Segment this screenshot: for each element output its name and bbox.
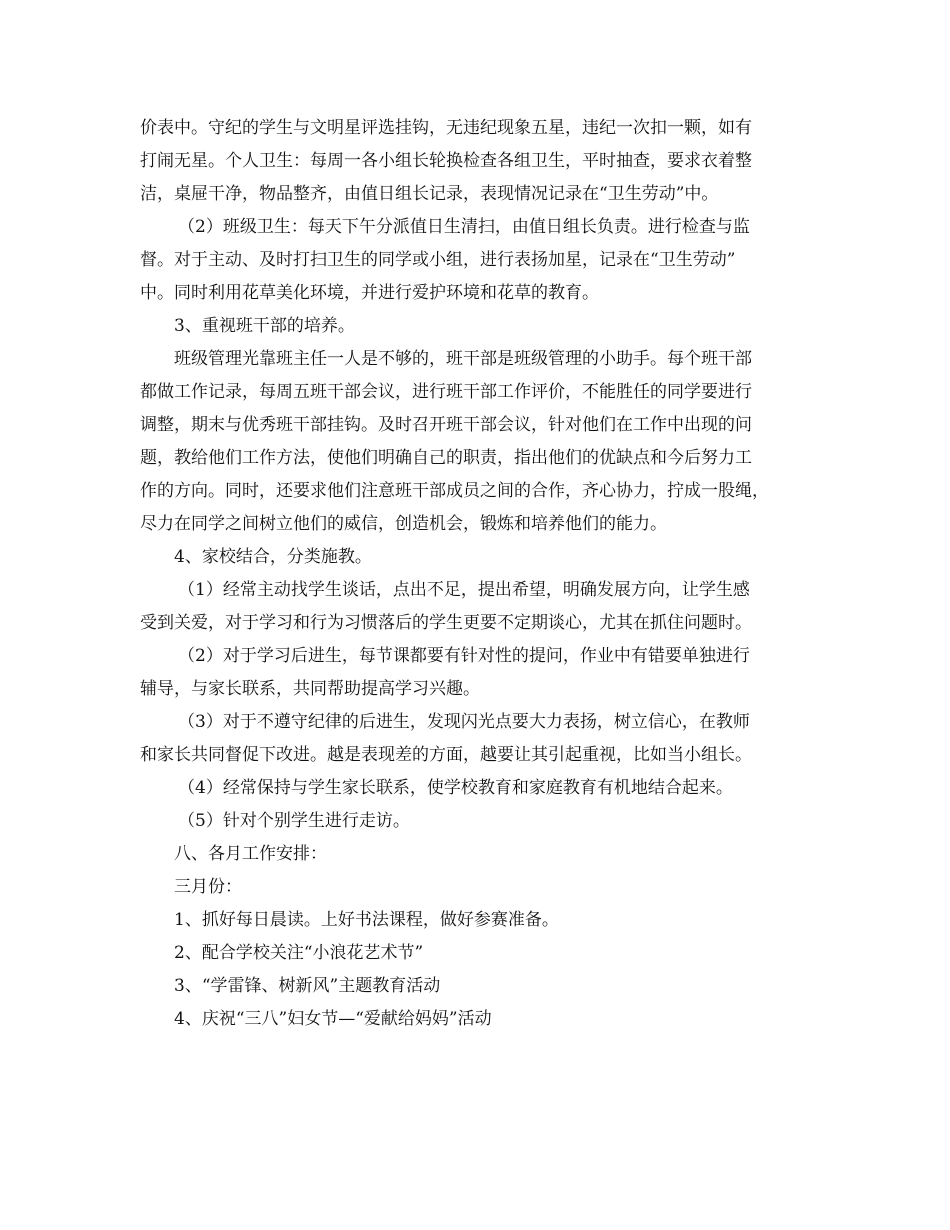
section-heading: 八、各月工作安排： [174,844,327,864]
body-line: （2）对于学习后进生，每节课都要有针对性的提问，作业中有错要单独进行 [178,646,750,666]
list-item: 1、抓好每日晨读。上好书法课程，做好参赛准备。 [174,910,559,930]
body-line: 题，教给他们工作方法，使他们明确自己的职责，指出他们的优缺点和今后努力工 [140,448,752,468]
body-line: 打闹无星。个人卫生：每周一各小组长轮换检查各组卫生，平时抽查，要求衣着整 [140,151,752,171]
body-line: （3）对于不遵守纪律的后进生，发现闪光点要大力表扬，树立信心，在教师 [178,712,750,732]
body-line: 和家长共同督促下改进。越是表现差的方面，越要让其引起重视，比如当小组长。 [140,745,752,765]
list-item: 3、“学雷锋、树新风”主题教育活动 [174,976,441,996]
body-line: 都做工作记录，每周五班干部会议，进行班干部工作评价，不能胜任的同学要进行 [140,382,752,402]
document-body [140,112,820,1036]
body-line: （2）班级卫生：每天下午分派值日生清扫，由值日组长负责。进行检查与监 [178,217,750,237]
body-line: 中。同时利用花草美化环境，并进行爱护环境和花草的教育。 [140,283,599,303]
body-line: 价表中。守纪的学生与文明星评选挂钩，无违纪现象五星，违纪一次扣一颗，如有 [140,118,752,138]
body-line: 调整，期末与优秀班干部挂钩。及时召开班干部会议，针对他们在工作中出现的问 [140,415,752,435]
body-line: （4）经常保持与学生家长联系，使学校教育和家庭教育有机地结合起来。 [178,778,733,798]
section-heading: 3、重视班干部的培养。 [174,316,355,336]
body-line: 作的方向。同时，还要求他们注意班干部成员之间的合作，齐心协力，拧成一股绳， [140,481,769,501]
body-line: 辅导，与家长联系，共同帮助提高学习兴趣。 [140,679,480,699]
body-line: 班级管理光靠班主任一人是不够的，班干部是班级管理的小助手。每个班干部 [174,349,752,369]
body-line: 受到关爱，对于学习和行为习惯落后的学生更要不定期谈心，尤其在抓住问题时。 [140,613,752,633]
body-line: 洁，桌屉干净，物品整齐，由值日组长记录，表现情况记录在“卫生劳动”中。 [140,184,719,204]
body-line: （1）经常主动找学生谈话，点出不足，提出希望，明确发展方向，让学生感 [178,580,750,600]
subsection-heading: 三月份： [174,877,242,897]
body-line: 督。对于主动、及时打扫卫生的同学或小组，进行表扬加星，记录在“卫生劳动” [140,250,736,270]
body-line: （5）针对个别学生进行走访。 [178,811,410,831]
section-heading: 4、家校结合，分类施教。 [174,547,372,567]
body-line: 尽力在同学之间树立他们的威信，创造机会，锻炼和培养他们的能力。 [140,514,667,534]
list-item: 4、庆祝“三八”妇女节—“爱献给妈妈”活动 [174,1009,492,1029]
list-item: 2、配合学校关注“小浪花艺术节” [174,943,424,963]
